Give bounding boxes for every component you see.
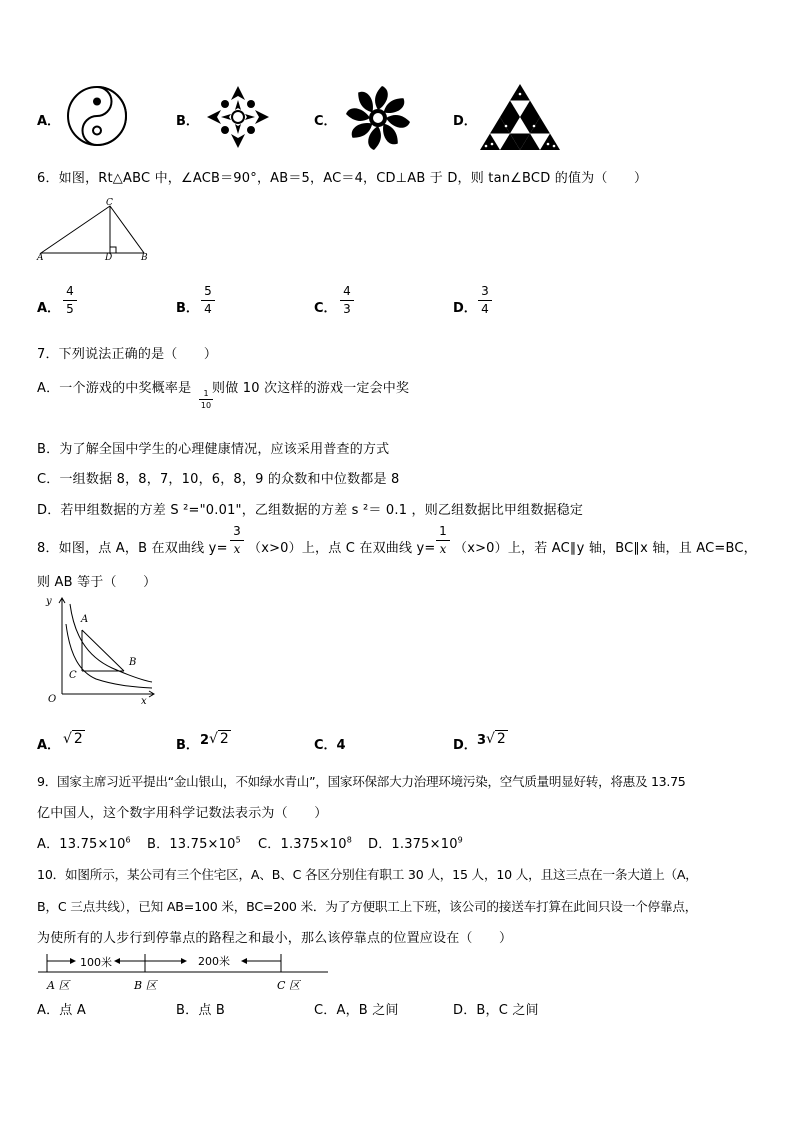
q9-option-b: B．$13.75\times 10^5$ [147, 835, 241, 852]
q10-option-a: A．点 A [37, 1003, 86, 1018]
q8-option-b-sqrt: √ 2 [209, 731, 229, 747]
q8-stem-mid: （x>0）上，点 C 在双曲线 y= [248, 541, 436, 556]
q10-option-d: D．B，C 之间 [453, 1003, 539, 1018]
q6-option-b-fraction: 5 4 [201, 284, 215, 317]
q8-stem-post: （x>0）上，若 AC∥y 轴，BC∥x 轴，且 AC=BC， [454, 541, 757, 556]
q10-stem-line1: 10．如图所示，某公司有三个住宅区，A、B、C 各区分别住有职工 30 人，15 人，10 人，且这三点在一条大道上（A， [37, 867, 698, 882]
q7-option-a-fraction: 1 10 [200, 389, 212, 410]
q8-label-x: x [141, 696, 147, 707]
q6-label-a: A [37, 253, 44, 263]
q8-label-y: y [46, 596, 52, 607]
q6-option-b-label: B． [176, 301, 199, 316]
ornamental-cross-icon [203, 82, 273, 152]
q7-option-a-post: 则做 10 次这样的游戏一定会中奖 [212, 381, 410, 396]
q8-hyperbola-figure [36, 594, 158, 710]
q7-stem: 7．下列说法正确的是（ ） [37, 347, 218, 362]
q5-option-c-label: C． [314, 114, 337, 129]
q10-label-b: B 区 [134, 979, 157, 992]
q10-label-a: A 区 [47, 979, 70, 992]
sierpinski-triangle-icon [478, 82, 562, 152]
q8-label-b: B [129, 657, 137, 668]
q6-option-a-label: A． [37, 301, 61, 316]
q8-option-b-label: B． [176, 738, 199, 753]
q5-option-d-label: D． [453, 114, 477, 129]
yin-yang-icon [66, 85, 128, 147]
q7-option-b: B．为了解全国中学生的心理健康情况，应该采用普查的方式 [37, 442, 390, 457]
q9-stem-line2: 亿中国人，这个数字用科学记数法表示为（ ） [37, 806, 328, 821]
q8-fraction-3-over-x: 3 x [230, 524, 244, 557]
q6-option-d-fraction: 3 4 [478, 284, 492, 317]
q5-option-b-label: B． [176, 114, 199, 129]
q6-option-d-label: D． [453, 301, 477, 316]
q8-stem-line2: 则 AB 等于（ ） [37, 575, 157, 590]
q7-option-a-pre: A．一个游戏的中奖概率是 [37, 381, 192, 396]
q6-option-a-fraction: 4 5 [63, 284, 77, 317]
q10-label-c: C 区 [277, 979, 300, 992]
q10-stem-line3: 为使所有的人步行到停靠点的路程之和最小，那么该停靠点的位置应设在（ ） [37, 931, 513, 946]
q8-option-d-coef: 3 [477, 733, 487, 748]
q8-option-c-label: C．4 [314, 738, 346, 753]
q6-label-c: C [106, 198, 113, 208]
q10-option-c: C．A，B 之间 [314, 1003, 399, 1018]
q9-stem-line1: 9．国家主席习近平提出“金山银山，不如绿水青山”，国家环保部大力治理环境污染，空气质量明显好转，将惠及 13.75 [37, 774, 686, 789]
q10-option-b: B．点 B [176, 1003, 225, 1018]
q10-stem-line2: B，C 三点共线），已知 AB=100 米，BC=200 米．为了方便职工上下班，该公司的接送车打算在此间只设一个停靠点， [37, 899, 698, 914]
q6-label-b: B [141, 253, 148, 263]
q6-option-c-label: C． [314, 301, 337, 316]
q8-label-a: A [81, 614, 89, 625]
q8-fraction-1-over-x: 1 x [436, 524, 450, 557]
q7-option-d: D．若甲组数据的方差 S ²="0.01"，乙组数据的方差 s ²＝ 0.1 ，则乙组数据比甲组数据稳定 [37, 503, 584, 518]
q8-option-b-coef: 2 [200, 733, 210, 748]
q7-option-c: C．一组数据 8，8，7，10，6，8，9 的众数和中位数都是 8 [37, 472, 400, 487]
q6-label-d: D [105, 253, 113, 263]
pinwheel-flower-icon [343, 83, 413, 153]
q9-option-c: C．$1.375\times 10^8$ [258, 835, 353, 852]
q9-option-a: A．$13.75\times 10^6$ [37, 835, 131, 852]
q5-option-a-label: A． [37, 114, 61, 129]
q8-label-c: C [69, 670, 77, 681]
q10-distance-bc: 200米 [198, 955, 230, 968]
q8-stem-pre: 8．如图，点 A，B 在双曲线 y= [37, 541, 228, 556]
q6-stem: 6．如图，Rt△ABC 中，∠ACB＝90°，AB＝5，AC＝4，CD⊥AB 于 D，则 tan∠BCD 的值为（ ） [37, 171, 648, 186]
q8-option-d-sqrt: √ 2 [486, 731, 506, 747]
q8-option-d-label: D． [453, 738, 477, 753]
q8-option-a-label: A． [37, 738, 61, 753]
q6-triangle-figure [36, 196, 152, 266]
q9-option-d: D．$1.375\times 10^9$ [368, 835, 463, 852]
q8-label-origin: O [48, 694, 57, 705]
q6-option-c-fraction: 4 3 [340, 284, 354, 317]
q10-distance-ab: 100米 [80, 956, 112, 969]
q8-option-a-sqrt: √ 2 [63, 731, 83, 747]
